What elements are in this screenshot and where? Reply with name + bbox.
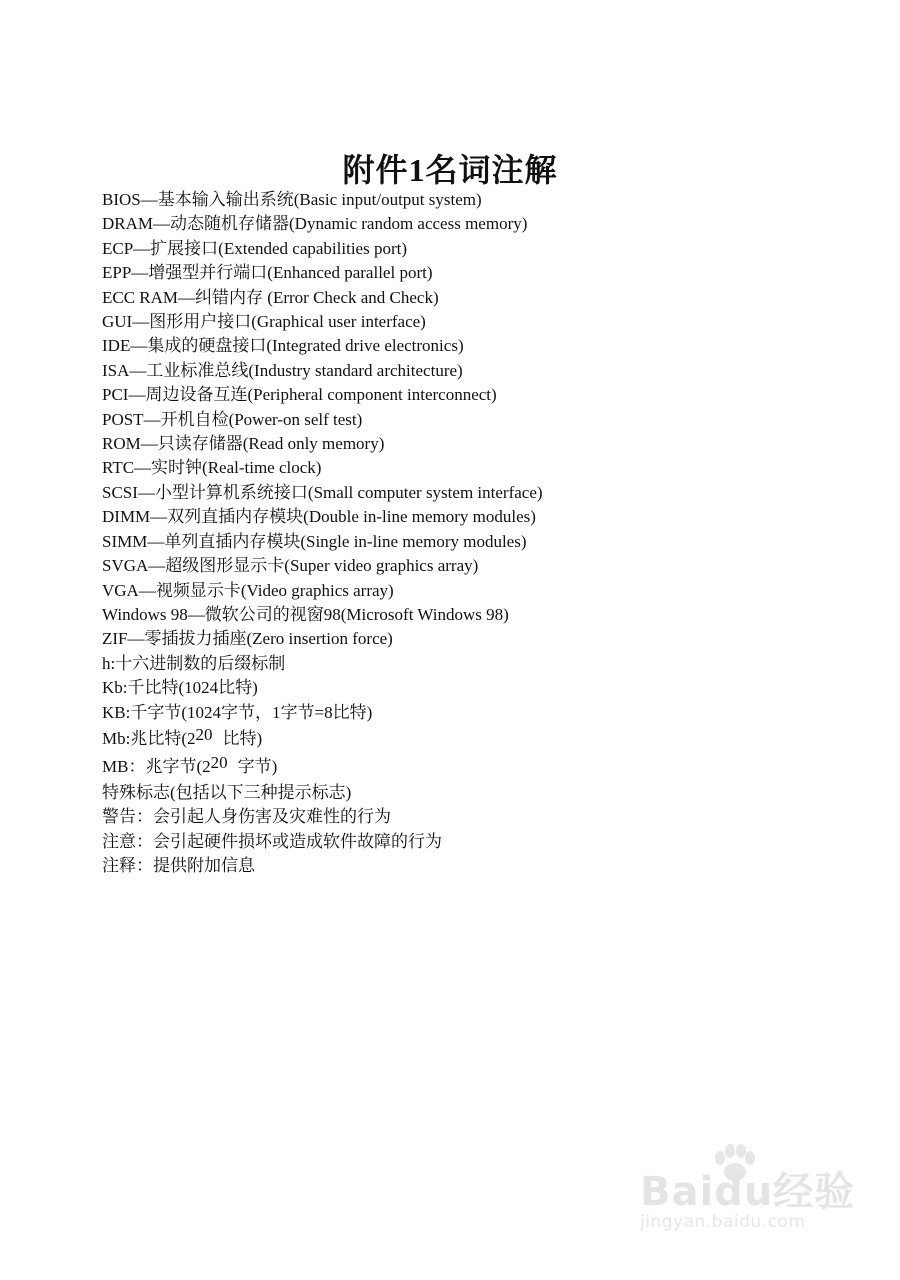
glossary-entry-dimm: DIMM—双列直插内存模块(Double in-line memory modules) xyxy=(102,507,536,527)
watermark-url: jingyan.baidu.com xyxy=(640,1212,806,1232)
glossary-entry-windows-98: Windows 98—微软公司的视窗98(Microsoft Windows 98) xyxy=(102,604,509,624)
glossary-entry-ecc-ram: ECC RAM—纠错内存 (Error Check and Check) xyxy=(102,287,439,307)
glossary-entry-simm: SIMM—单列直插内存模块(Single in-line memory modules) xyxy=(102,531,527,551)
glossary-entry-gui: GUI—图形用户接口(Graphical user interface) xyxy=(102,312,426,332)
glossary-entry-zif: ZIF—零插拔力插座(Zero insertion force) xyxy=(102,629,393,649)
glossary-entry-ide: IDE—集成的硬盘接口(Integrated drive electronics) xyxy=(102,336,464,356)
mb-suffix: 比特) xyxy=(222,728,263,748)
glossary-entry-scsi: SCSI—小型计算机系统接口(Small computer system interface) xyxy=(102,482,543,502)
page-title: 附件1名词注解 xyxy=(342,152,558,189)
note-remark: 注释：提供附加信息 xyxy=(102,856,255,876)
note-warning: 警告：会引起人身伤害及灾难性的行为 xyxy=(102,807,391,827)
glossary-entry-svga: SVGA—超级图形显示卡(Super video graphics array) xyxy=(102,556,479,576)
glossary-entry-kbyte: KB:千字节(1024字节，1字节=8比特) xyxy=(102,702,373,722)
note-caution: 注意：会引起硬件损坏或造成软件故障的行为 xyxy=(102,831,442,851)
mb-prefix: Mb:兆比特(2 xyxy=(102,728,196,748)
glossary-entry-vga: VGA—视频显示卡(Video graphics array) xyxy=(102,580,394,600)
glossary-entry-dram: DRAM—动态随机存储器(Dynamic random access memory) xyxy=(102,214,528,234)
glossary-entry-mb xyxy=(102,725,822,753)
glossary-list xyxy=(102,188,822,879)
mb-exponent: 20 xyxy=(195,724,213,744)
mbyte-prefix: MB：兆字节(2 xyxy=(102,756,211,776)
baidu-jingyan-watermark xyxy=(640,1150,860,1250)
glossary-entry-bios: BIOS—基本输入输出系统(Basic input/output system) xyxy=(102,190,482,209)
mbyte-exponent: 20 xyxy=(210,752,228,772)
glossary-entry-mbyte xyxy=(102,753,822,781)
glossary-entry-pci: PCI—周边设备互连(Peripheral component interconnect) xyxy=(102,385,497,405)
glossary-entry-ecp: ECP—扩展接口(Extended capabilities port) xyxy=(102,238,407,258)
notes-heading: 特殊标志(包括以下三种提示标志) xyxy=(102,782,352,802)
glossary-entry-kb: Kb:千比特(1024比特) xyxy=(102,678,258,698)
glossary-entry-h: h:十六进制数的后缀标制 xyxy=(102,653,286,673)
watermark-logo-text: Baidu经验 xyxy=(640,1169,856,1215)
glossary-entry-rom: ROM—只读存储器(Read only memory) xyxy=(102,434,385,454)
mbyte-suffix: 字节) xyxy=(237,756,278,776)
glossary-entry-rtc: RTC—实时钟(Real-time clock) xyxy=(102,458,322,478)
glossary-entry-isa: ISA—工业标准总线(Industry standard architecture) xyxy=(102,360,463,380)
glossary-entry-epp: EPP—增强型并行端口(Enhanced parallel port) xyxy=(102,263,433,283)
glossary-entry-post: POST—开机自检(Power-on self test) xyxy=(102,409,363,429)
